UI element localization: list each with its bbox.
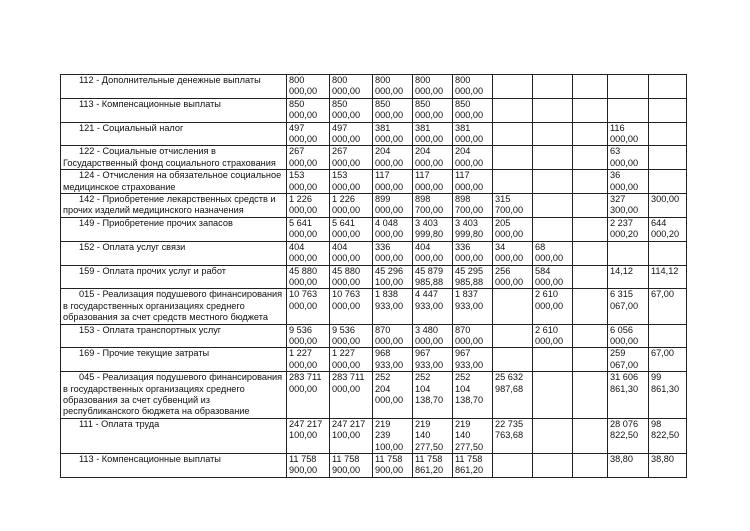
table-cell: 252 104 138,70 [413, 372, 453, 419]
row-label: 149 - Приобретение прочих запасов [79, 217, 233, 228]
table-cell: 5 641 000,00 [330, 217, 373, 241]
table-cell: 117 000,00 [453, 170, 493, 194]
table-row [61, 146, 687, 170]
table-cell: 267 000,00 [287, 146, 330, 170]
table-cell: 3 403 999,80 [453, 217, 493, 241]
table-cell: 850 000,00 [413, 98, 453, 122]
table-cell: 4 447 933,00 [413, 289, 453, 324]
table-cell [608, 98, 649, 122]
table-cell [533, 372, 573, 419]
table-cell: 315 700,00 [493, 194, 533, 218]
table-row [61, 289, 687, 324]
table-cell [533, 217, 573, 241]
table-cell: 45 880 000,00 [330, 265, 373, 289]
table-cell: 3 403 999,80 [413, 217, 453, 241]
table-cell: 204 000,00 [413, 146, 453, 170]
table-cell: 9 536 000,00 [330, 324, 373, 348]
table-cell: 336 000,00 [373, 241, 413, 265]
table-body [61, 75, 687, 478]
table-cell: 381 000,00 [453, 122, 493, 146]
table-cell: 2 237 000,20 [608, 217, 649, 241]
table-cell [493, 324, 533, 348]
table-cell: 34 000,00 [493, 241, 533, 265]
row-label-cell [61, 348, 287, 372]
table-cell: 259 067,00 [608, 348, 649, 372]
table-cell: 11 758 861,20 [453, 454, 493, 478]
table-cell: 2 610 000,00 [533, 289, 573, 324]
table-cell: 14,12 [608, 265, 649, 289]
table-cell: 22 735 763,68 [493, 418, 533, 453]
table-row [61, 217, 687, 241]
table-cell: 850 000,00 [287, 98, 330, 122]
table-row [61, 194, 687, 218]
table-cell [573, 170, 608, 194]
table-cell: 497 000,00 [287, 122, 330, 146]
table-cell [649, 324, 687, 348]
table-cell: 45 879 985,88 [413, 265, 453, 289]
table-cell: 6 315 067,00 [608, 289, 649, 324]
table-cell: 38,80 [649, 454, 687, 478]
row-label: 152 - Оплата услуг связи [79, 241, 186, 252]
table-cell: 67,00 [649, 348, 687, 372]
table-cell [533, 98, 573, 122]
table-cell: 267 000,00 [330, 146, 373, 170]
row-label: 159 - Оплата прочих услуг и работ [79, 265, 226, 276]
table-cell: 11 758 900,00 [330, 454, 373, 478]
table-cell: 404 000,00 [330, 241, 373, 265]
table-cell [533, 418, 573, 453]
row-label: 153 - Оплата транспортных услуг [79, 324, 222, 335]
table-cell [573, 265, 608, 289]
table-row [61, 75, 687, 99]
table-cell [573, 75, 608, 99]
table-cell: 204 000,00 [373, 146, 413, 170]
row-label-cell [61, 98, 287, 122]
table-row [61, 324, 687, 348]
table-cell: 205 000,00 [493, 217, 533, 241]
table-cell: 6 056 000,00 [608, 324, 649, 348]
table-cell: 899 000,00 [373, 194, 413, 218]
table-row [61, 98, 687, 122]
table-cell: 11 758 861,20 [413, 454, 453, 478]
table-cell: 850 000,00 [330, 98, 373, 122]
table-cell: 5 641 000,00 [287, 217, 330, 241]
table-cell: 204 000,00 [453, 146, 493, 170]
table-cell: 117 000,00 [413, 170, 453, 194]
row-label: 122 - Социальные отчисления в Государственный фонд социального страхования [63, 146, 276, 168]
table-cell: 870 000,00 [453, 324, 493, 348]
row-label: 124 - Отчисления на обязательное социальное медицинское страхование [63, 170, 282, 192]
table-cell [493, 75, 533, 99]
table-cell [493, 454, 533, 478]
table-cell: 967 933,00 [413, 348, 453, 372]
table-cell: 219 140 277,50 [413, 418, 453, 453]
row-label-cell [61, 146, 287, 170]
table-cell: 1 226 000,00 [330, 194, 373, 218]
table-cell: 300,00 [649, 194, 687, 218]
table-cell [573, 324, 608, 348]
table-cell: 404 000,00 [413, 241, 453, 265]
table-cell [493, 170, 533, 194]
table-cell [573, 418, 608, 453]
table-cell [493, 289, 533, 324]
table-cell: 644 000,20 [649, 217, 687, 241]
table-cell: 45 296 100,00 [373, 265, 413, 289]
row-label-cell [61, 170, 287, 194]
row-label: 015 - Реализация подушевого финансирования в государственных организациях среднего образования за счет средств местного бюджета [63, 289, 283, 323]
table-cell: 283 711 000,00 [330, 372, 373, 419]
row-label-cell [61, 241, 287, 265]
table-cell [573, 217, 608, 241]
row-label: 113 - Компенсационные выплаты [79, 98, 221, 109]
row-label: 121 - Социальный налог [79, 122, 184, 133]
table-cell [533, 170, 573, 194]
table-cell [649, 98, 687, 122]
table-cell [573, 122, 608, 146]
table-cell [573, 454, 608, 478]
table-cell: 1 837 933,00 [453, 289, 493, 324]
table-cell: 252 204 000,00 [373, 372, 413, 419]
table-cell: 283 711 000,00 [287, 372, 330, 419]
table-cell: 10 763 000,00 [287, 289, 330, 324]
table-cell [533, 122, 573, 146]
table-row [61, 170, 687, 194]
table-cell: 381 000,00 [373, 122, 413, 146]
table-cell [608, 241, 649, 265]
table-cell: 800 000,00 [453, 75, 493, 99]
table-cell: 2 610 000,00 [533, 324, 573, 348]
table-cell: 114,12 [649, 265, 687, 289]
table-cell: 327 300,00 [608, 194, 649, 218]
table-cell: 898 700,00 [413, 194, 453, 218]
row-label-cell [61, 75, 287, 99]
table-cell: 1 227 000,00 [287, 348, 330, 372]
table-cell: 10 763 000,00 [330, 289, 373, 324]
table-cell [533, 75, 573, 99]
row-label-cell [61, 122, 287, 146]
table-cell: 898 700,00 [453, 194, 493, 218]
table-cell: 247 217 100,00 [287, 418, 330, 453]
row-label: 169 - Прочие текущие затраты [79, 348, 210, 359]
row-label-cell [61, 324, 287, 348]
table-cell [573, 289, 608, 324]
table-cell [533, 194, 573, 218]
table-cell [533, 348, 573, 372]
table-cell [649, 241, 687, 265]
row-label-cell [61, 372, 287, 419]
table-cell: 247 217 100,00 [330, 418, 373, 453]
table-cell: 800 000,00 [330, 75, 373, 99]
row-label: 112 - Дополнительные денежные выплаты [79, 75, 261, 85]
row-label-cell [61, 194, 287, 218]
table-cell [493, 348, 533, 372]
table-cell: 99 861,30 [649, 372, 687, 419]
table-cell: 153 000,00 [330, 170, 373, 194]
table-cell [573, 146, 608, 170]
row-label-cell [61, 265, 287, 289]
table-cell: 1 227 000,00 [330, 348, 373, 372]
table-cell [649, 122, 687, 146]
table-cell: 3 480 000,00 [413, 324, 453, 348]
table-cell: 219 140 277,50 [453, 418, 493, 453]
table-cell [493, 122, 533, 146]
row-label-cell [61, 217, 287, 241]
table-cell: 870 000,00 [373, 324, 413, 348]
table-cell: 38,80 [608, 454, 649, 478]
table-cell: 968 933,00 [373, 348, 413, 372]
table-cell: 800 000,00 [373, 75, 413, 99]
table-cell: 497 000,00 [330, 122, 373, 146]
budget-table [60, 74, 687, 478]
table-cell [608, 75, 649, 99]
table-cell [573, 241, 608, 265]
table-cell [493, 98, 533, 122]
table-cell: 11 758 900,00 [287, 454, 330, 478]
row-label: 111 - Оплата труда [79, 418, 160, 429]
table-cell: 800 000,00 [287, 75, 330, 99]
table-cell: 584 000,00 [533, 265, 573, 289]
table-cell: 800 000,00 [413, 75, 453, 99]
table-cell: 67,00 [649, 289, 687, 324]
table-cell: 68 000,00 [533, 241, 573, 265]
table-cell: 404 000,00 [287, 241, 330, 265]
table-cell [493, 146, 533, 170]
table-cell: 36 000,00 [608, 170, 649, 194]
table-cell: 31 606 861,30 [608, 372, 649, 419]
table-cell: 850 000,00 [373, 98, 413, 122]
table-cell: 850 000,00 [453, 98, 493, 122]
table-cell [533, 146, 573, 170]
table-row [61, 372, 687, 419]
table-cell: 967 933,00 [453, 348, 493, 372]
table-cell: 1 226 000,00 [287, 194, 330, 218]
table-cell: 116 000,00 [608, 122, 649, 146]
row-label-cell [61, 418, 287, 453]
table-cell: 45 880 000,00 [287, 265, 330, 289]
table-cell: 11 758 900,00 [373, 454, 413, 478]
table-row [61, 454, 687, 478]
table-cell [573, 98, 608, 122]
table-cell [649, 170, 687, 194]
row-label-cell [61, 454, 287, 478]
table-row [61, 418, 687, 453]
table-cell: 63 000,00 [608, 146, 649, 170]
row-label-cell [61, 289, 287, 324]
table-cell [649, 146, 687, 170]
table-cell: 28 076 822,50 [608, 418, 649, 453]
table-row [61, 122, 687, 146]
table-cell [573, 194, 608, 218]
table-cell [649, 75, 687, 99]
table-cell: 25 632 987,68 [493, 372, 533, 419]
table-cell: 4 048 000,00 [373, 217, 413, 241]
table-cell [573, 348, 608, 372]
table-cell: 153 000,00 [287, 170, 330, 194]
table-cell: 9 536 000,00 [287, 324, 330, 348]
table-cell: 219 239 100,00 [373, 418, 413, 453]
table-cell: 252 104 138,70 [453, 372, 493, 419]
table-cell: 98 822,50 [649, 418, 687, 453]
table-row [61, 265, 687, 289]
table-row [61, 348, 687, 372]
row-label: 142 - Приобретение лекарственных средств и прочих изделий медицинского назначения [63, 194, 276, 216]
table-cell: 381 000,00 [413, 122, 453, 146]
table-cell [573, 372, 608, 419]
row-label: 113 - Компенсационные выплаты [79, 454, 221, 464]
table-row [61, 241, 687, 265]
table-cell: 45 295 985,88 [453, 265, 493, 289]
table-cell: 256 000,00 [493, 265, 533, 289]
table-cell: 117 000,00 [373, 170, 413, 194]
table-cell: 1 838 933,00 [373, 289, 413, 324]
table-cell [533, 454, 573, 478]
table-cell: 336 000,00 [453, 241, 493, 265]
row-label: 045 - Реализация подушевого финансирования в государственных организациях среднего образования за счет субвенций из республиканского бюджета на образование [63, 372, 283, 417]
